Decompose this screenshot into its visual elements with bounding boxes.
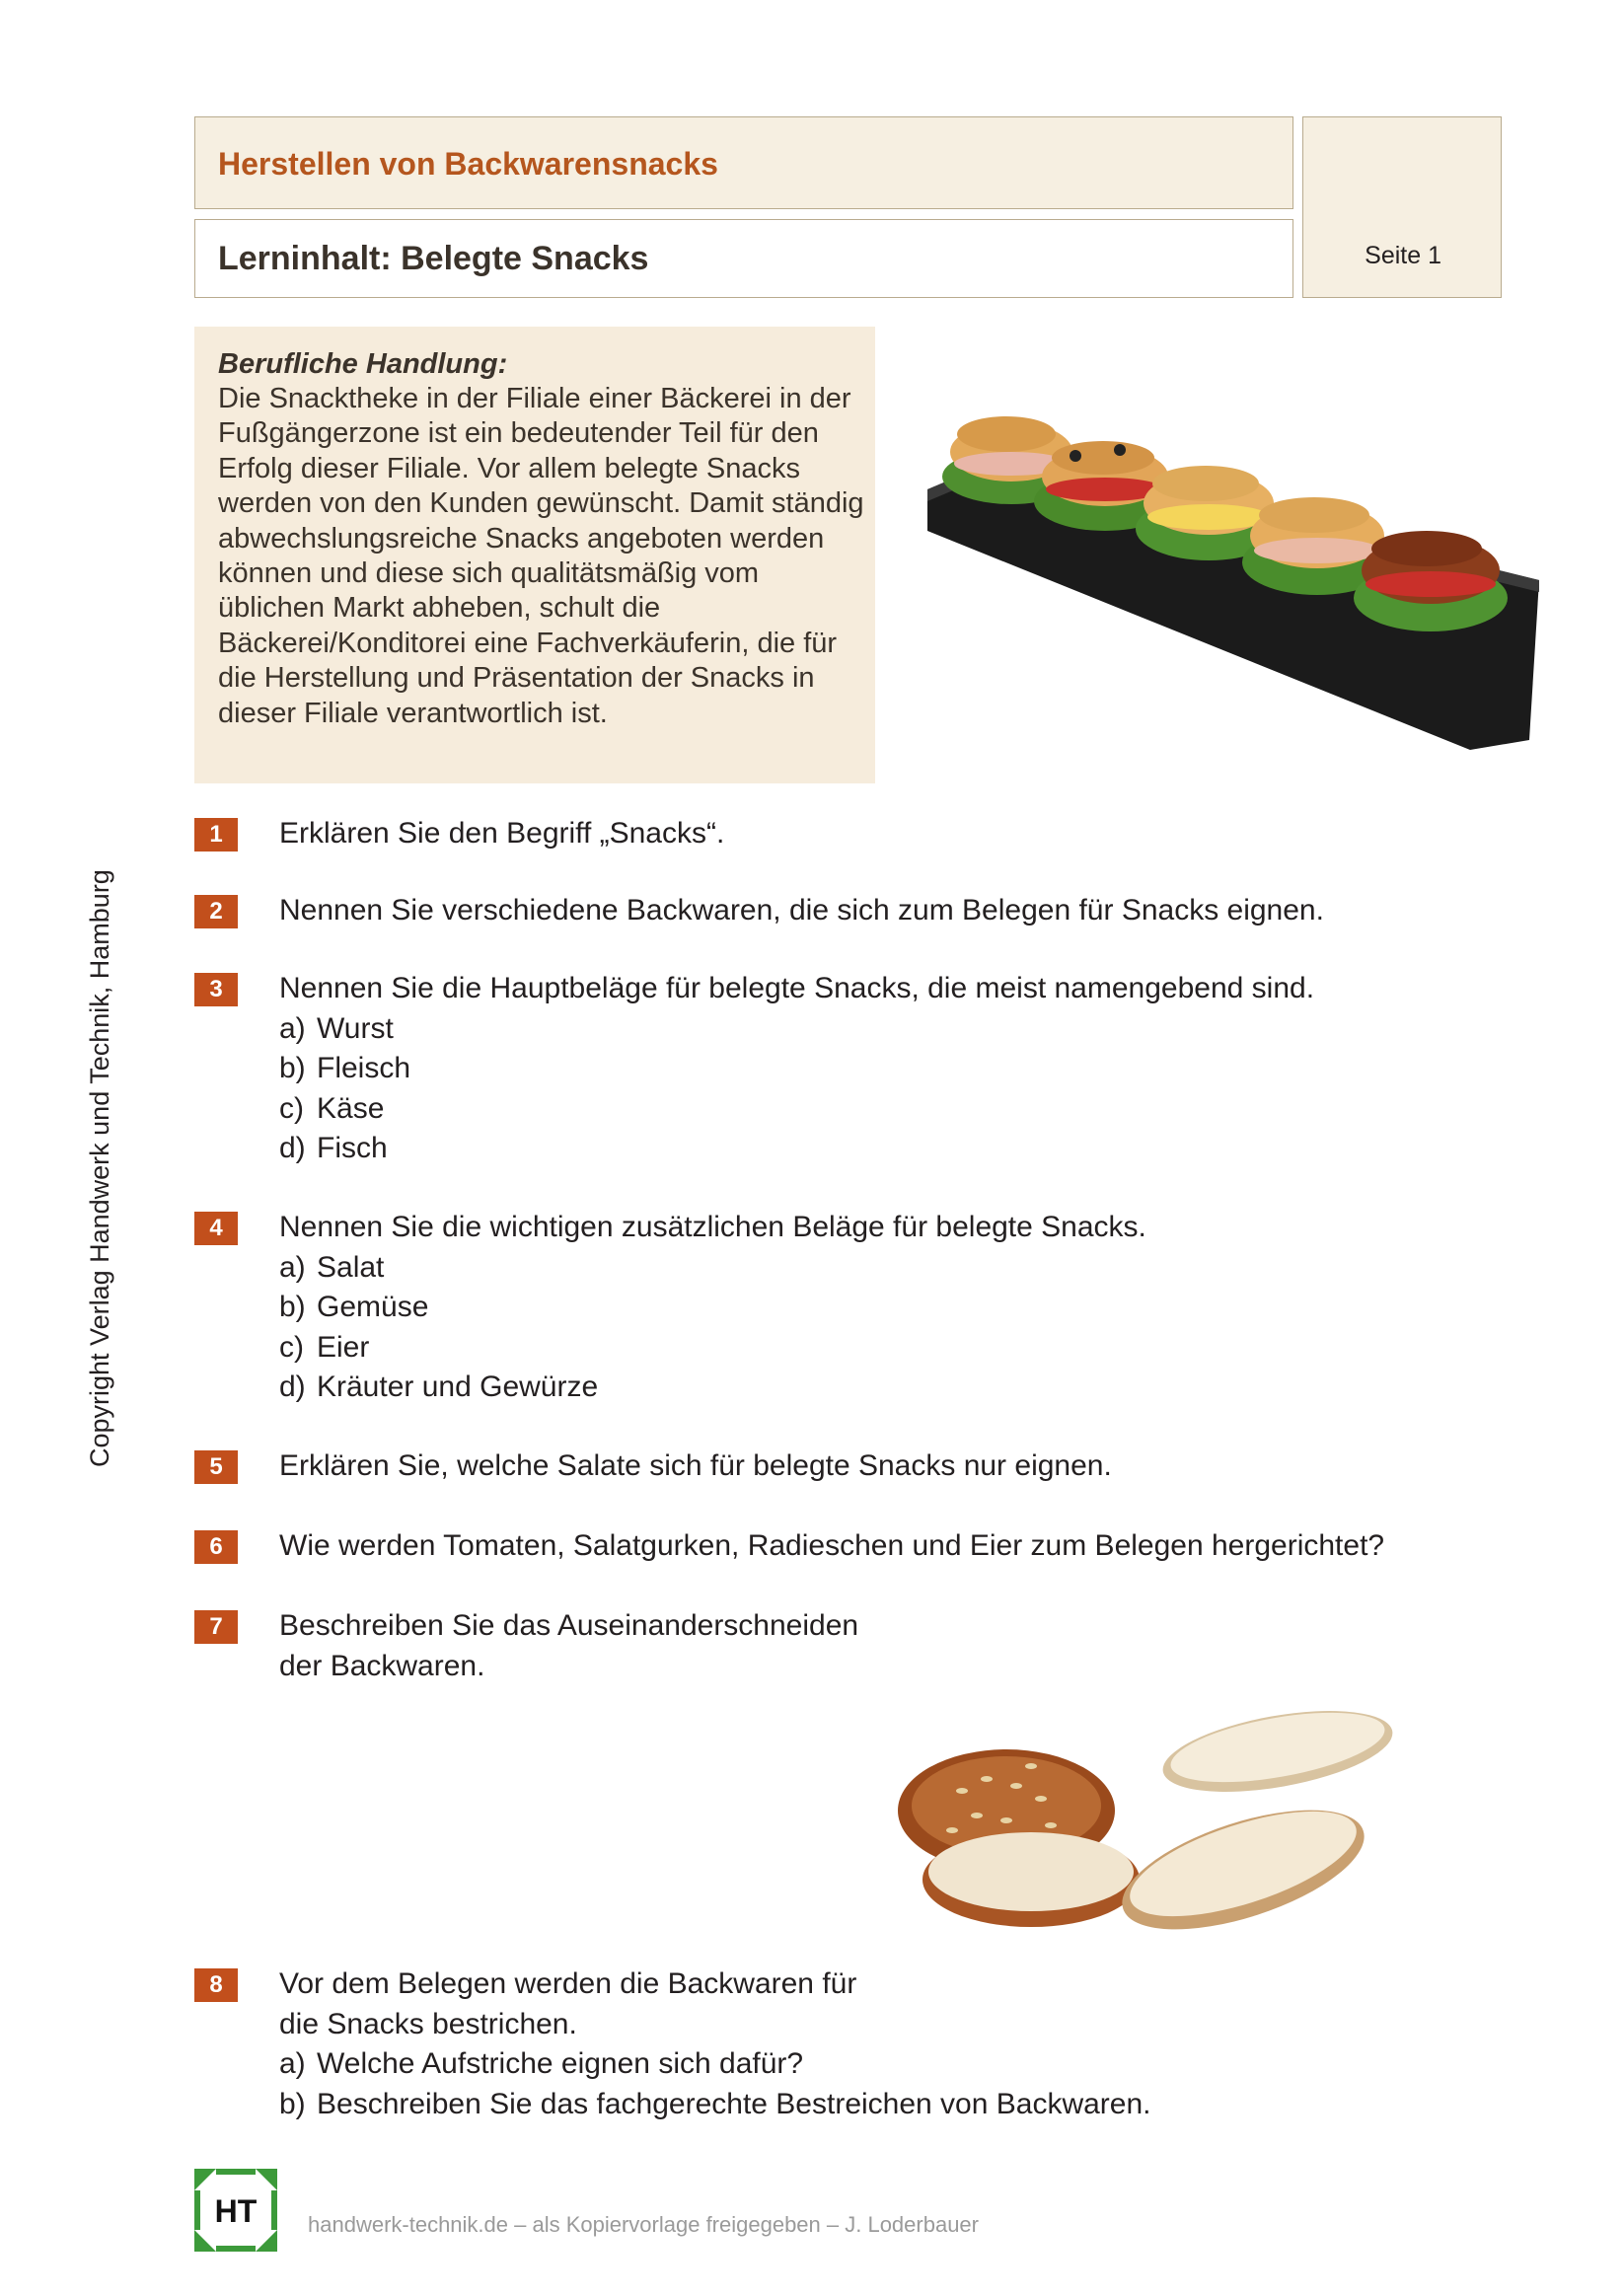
question-text: Erklären Sie, welche Salate sich für belegte Snacks nur eignen. bbox=[279, 1449, 1112, 1482]
roll-slice-bottom bbox=[1108, 1786, 1377, 1954]
list-item: c) Eier bbox=[279, 1330, 370, 1364]
list-item: b) Beschreiben Sie das fachgerechte Bestreichen von Backwaren. bbox=[279, 2087, 1151, 2120]
list-item: a) Welche Aufstriche eignen sich dafür? bbox=[279, 2047, 804, 2080]
list-item: d) Kräuter und Gewürze bbox=[279, 1370, 599, 1403]
topic-header bbox=[194, 116, 1293, 209]
copyright-notice: Copyright Verlag Handwerk und Technik, Hamburg bbox=[85, 869, 114, 1467]
question-text: Nennen Sie verschiedene Backwaren, die sich zum Belegen für Snacks eignen. bbox=[279, 894, 1324, 926]
question-text: Erklären Sie den Begriff „Snacks“. bbox=[279, 817, 725, 850]
question-text: die Snacks bestrichen. bbox=[279, 2007, 577, 2040]
answer-list bbox=[279, 2044, 1151, 2124]
list-item: a) Salat bbox=[279, 1250, 385, 1284]
lesson-title: Lerninhalt: Belegte Snacks bbox=[218, 240, 649, 277]
cut-rolls-image bbox=[893, 1682, 1455, 1963]
list-item: a) Wurst bbox=[279, 1011, 394, 1045]
question-text: Wie werden Tomaten, Salatgurken, Radieschen und Eier zum Belegen hergerichtet? bbox=[279, 1529, 1385, 1562]
question-text: Nennen Sie die wichtigen zusätzlichen Beläge für belegte Snacks. bbox=[279, 1211, 1146, 1243]
answer-list bbox=[279, 1248, 1146, 1408]
list-item: c) Käse bbox=[279, 1091, 385, 1125]
logo-text: HT bbox=[214, 2193, 258, 2229]
topic-title: Herstellen von Backwarensnacks bbox=[218, 146, 718, 182]
question-number: 8 bbox=[194, 1968, 238, 2002]
question-text: Beschreiben Sie das Auseinanderschneiden bbox=[279, 1609, 859, 1642]
question-text: Vor dem Belegen werden die Backwaren für bbox=[279, 1967, 857, 2000]
page-number-box bbox=[1302, 116, 1502, 298]
question-number: 4 bbox=[194, 1212, 238, 1245]
question-number: 6 bbox=[194, 1530, 238, 1564]
professional-action-box bbox=[194, 327, 875, 783]
list-item: b) Gemüse bbox=[279, 1291, 429, 1323]
answer-list bbox=[279, 1009, 1314, 1169]
action-text: Die Snacktheke in der Filiale einer Bäckerei in der Fußgängerzone ist ein bedeutender Teil für den Erfolg dieser Filiale. Vor allem belegte Snacks werden von den Kunden gewünscht. Damit ständig abwechslungsreiche Snacks angeboten werden können und diese sich qualitätsmäßig vom üblichen Markt abheben, schult die Bäckerei/Konditorei eine Fachverkäuferin, die für die Herstellung und Präsentation der Snacks in dieser Filiale verantwortlich ist. bbox=[218, 383, 864, 729]
lesson-header bbox=[194, 219, 1293, 298]
snack-5 bbox=[1354, 531, 1508, 631]
roll-slice-top bbox=[1157, 1696, 1399, 1807]
question-text: Nennen Sie die Hauptbeläge für belegte Snacks, die meist namengebend sind. bbox=[279, 972, 1315, 1004]
question-number: 7 bbox=[194, 1610, 238, 1644]
footer-text: handwerk-technik.de – als Kopiervorlage freigegeben – J. Loderbauer bbox=[308, 2212, 979, 2237]
question-number: 1 bbox=[194, 818, 238, 852]
question-number: 3 bbox=[194, 973, 238, 1006]
ht-logo bbox=[194, 2169, 277, 2252]
list-item: d) Fisch bbox=[279, 1132, 388, 1164]
list-item: b) Fleisch bbox=[279, 1052, 411, 1084]
question-number: 5 bbox=[194, 1450, 238, 1484]
roll-bottom-half bbox=[923, 1832, 1140, 1927]
action-title: Berufliche Handlung: bbox=[218, 348, 508, 380]
question-text: der Backwaren. bbox=[279, 1649, 485, 1682]
question-number: 2 bbox=[194, 895, 238, 928]
page-number: Seite 1 bbox=[1365, 242, 1441, 269]
snack-platter-image bbox=[918, 373, 1539, 768]
